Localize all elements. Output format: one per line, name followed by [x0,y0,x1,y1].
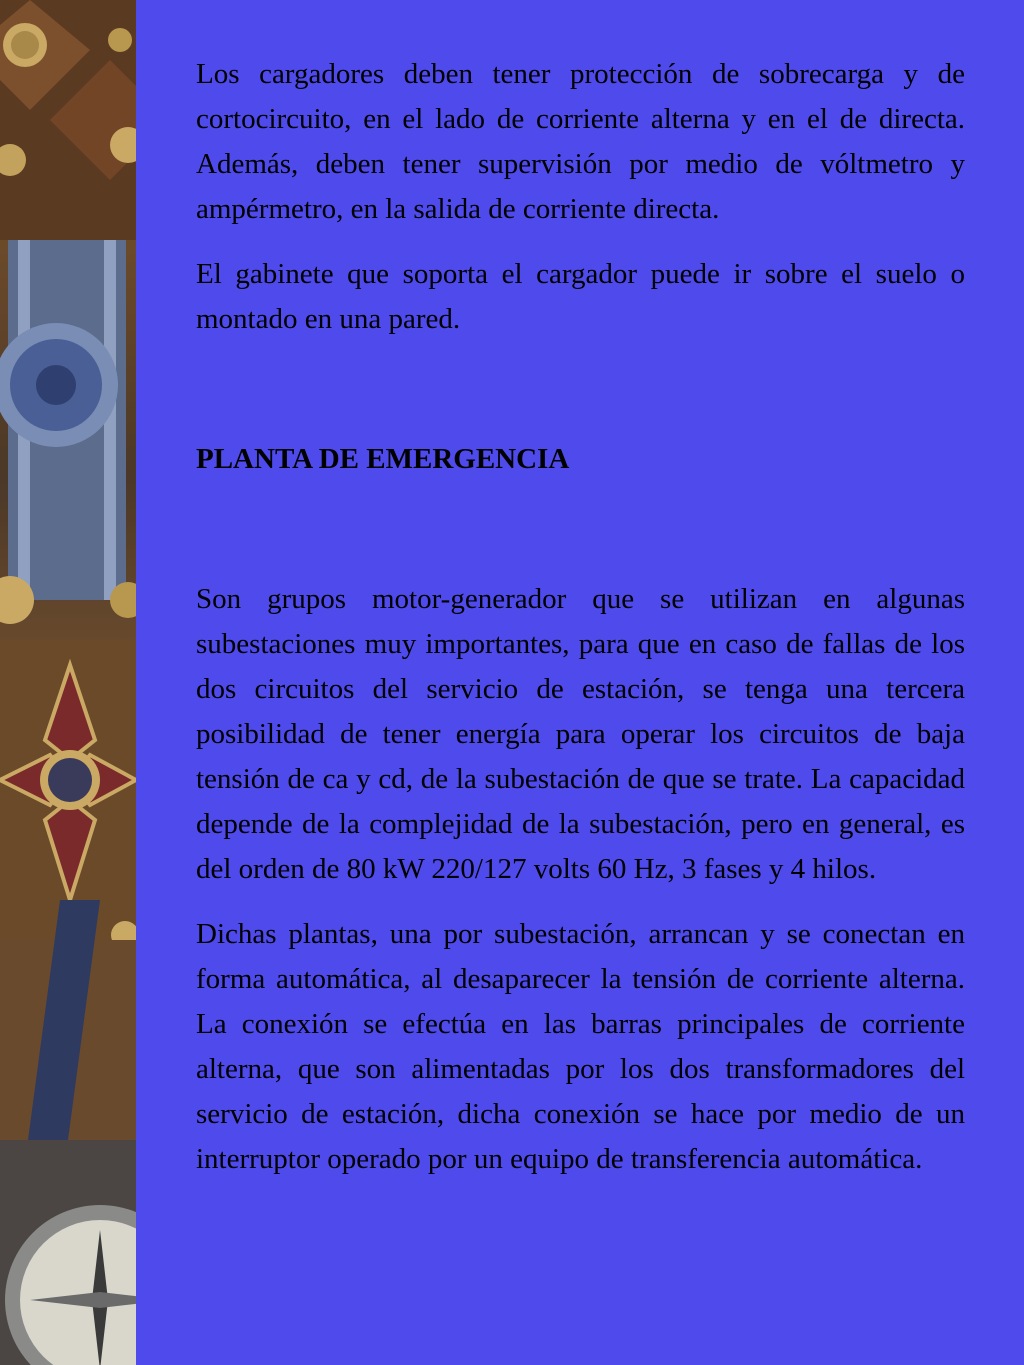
medals-illustration [0,0,136,1365]
paragraph-automatic-connection: Dichas plantas, una por subestación, arrancan y se conectan en forma automática, al desaparecer la tensión de corriente alterna. La conexión se efectúa en las barras principales de corriente alterna, que son alimentadas por los dos transformadores del servicio de estación, dicha conexión se hace por medio de un interruptor operado por un equipo de transferencia automática. [196,918,965,1175]
paragraph-motor-generator: Son grupos motor-generador que se utilizan en algunas subestaciones muy importantes, para que en caso de fallas de los dos circuitos del servicio de estación, se tenga una tercera posibilidad de tener energía para operar los circuitos de baja tensión de ca y cd, de la subestación de que se trate. La capacidad depende de la complejidad de la subestación, pero en general, es del orden de 80 kW 220/127 volts 60 Hz, 3 fases y 4 hilos. [196,583,965,885]
text-content [196,52,965,1202]
paragraph-cabinet: El gabinete que soporta el cargador puede ir sobre el suelo o montado en una pared. [196,258,965,335]
section-heading: PLANTA DE EMERGENCIA [196,443,570,475]
paragraph-chargers-protection: Los cargadores deben tener protección de sobrecarga y de cortocircuito, en el lado de corriente alterna y en el de directa. Además, deben tener supervisión por medio de vóltmetro y ampérmetro, en la salida de corriente directa. [196,58,965,225]
decorative-medals-image [0,0,136,1365]
